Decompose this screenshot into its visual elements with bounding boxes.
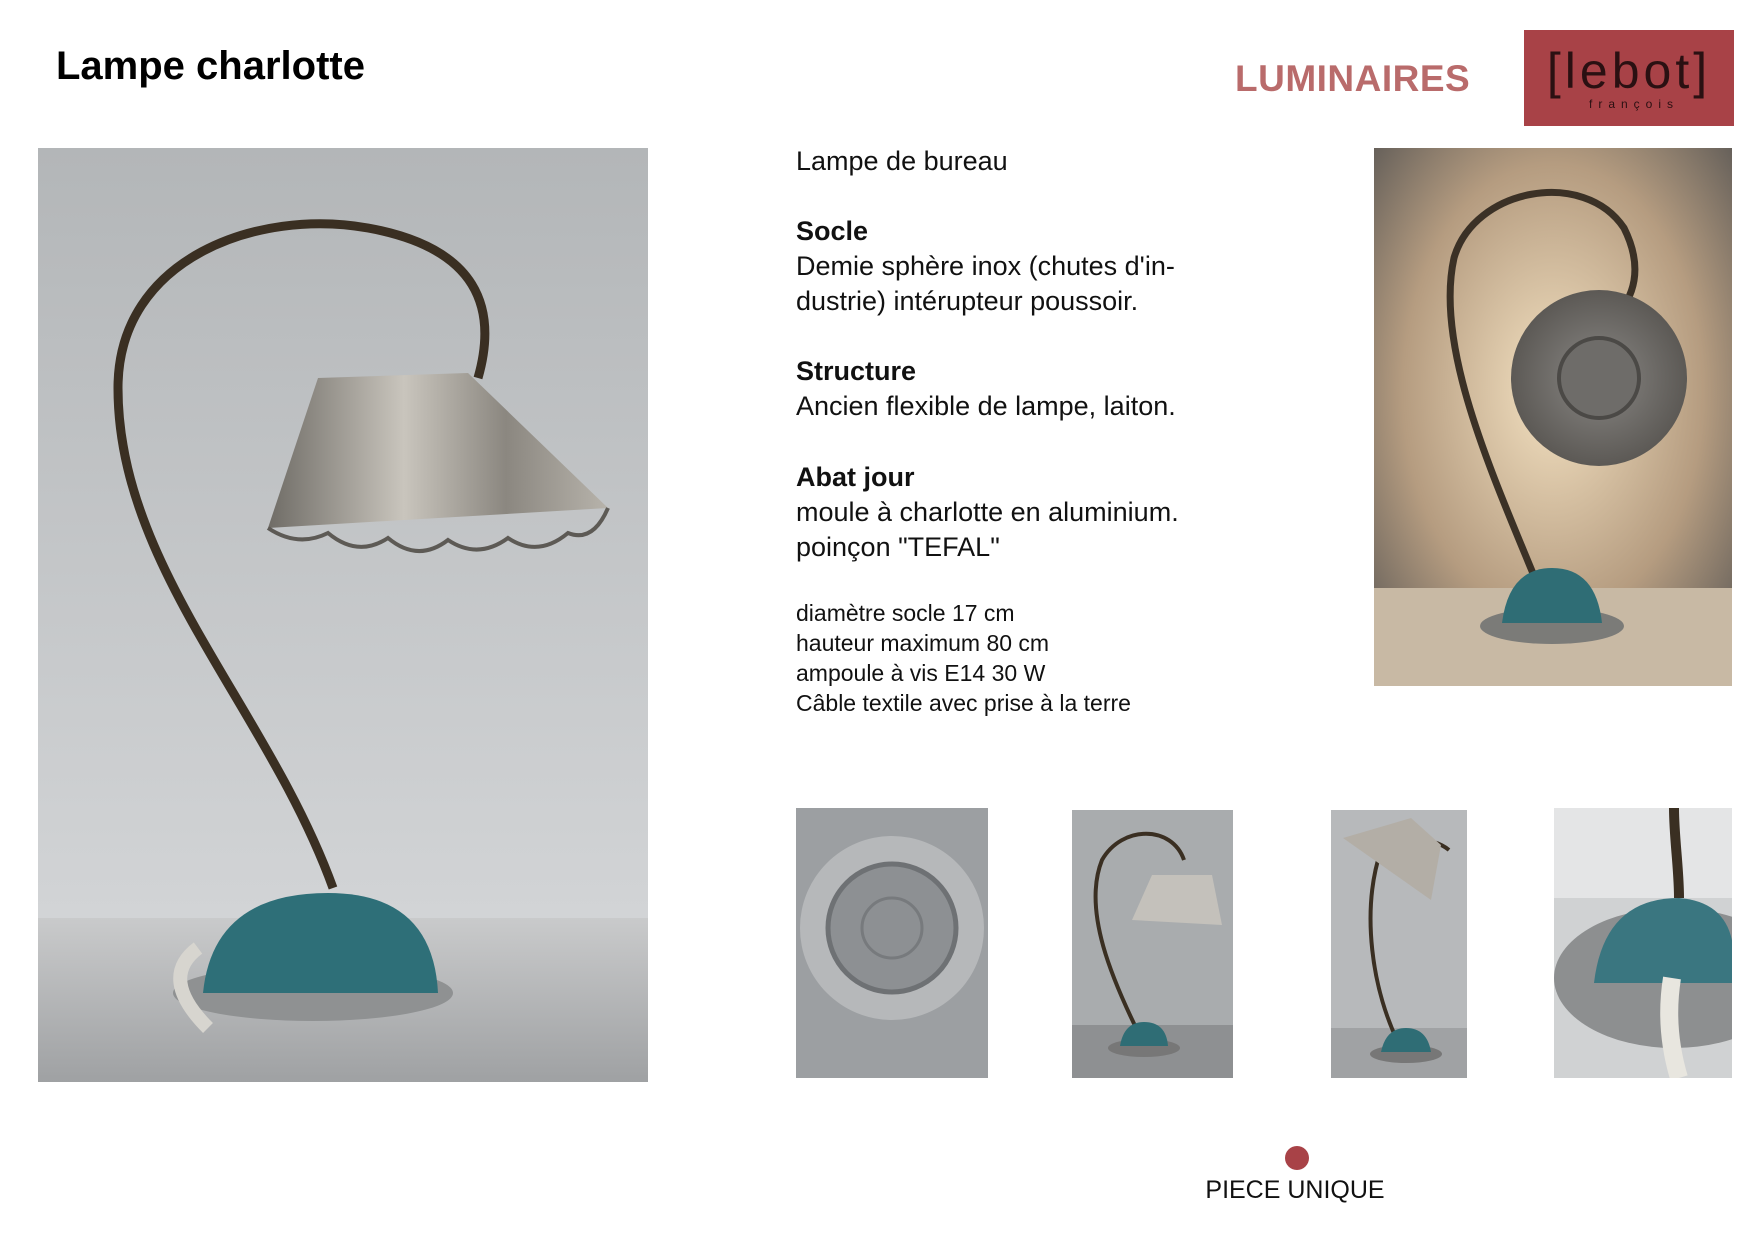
section-line: Demie sphère inox (chutes d'in- bbox=[796, 251, 1175, 281]
svg-text:françois: françois bbox=[1588, 97, 1680, 111]
lit-lamp-photo bbox=[1374, 148, 1732, 686]
description-intro: Lampe de bureau bbox=[796, 146, 1008, 176]
lamp-tilted-photo bbox=[1331, 810, 1467, 1078]
section-heading: Socle bbox=[796, 216, 869, 246]
spec-line: ampoule à vis E14 30 W bbox=[796, 660, 1046, 686]
section-line: moule à charlotte en aluminium. bbox=[796, 497, 1179, 527]
section-line: dustrie) intérupteur poussoir. bbox=[796, 286, 1139, 316]
lamp-side-photo bbox=[1072, 810, 1233, 1078]
section-line: Ancien flexible de lampe, laiton. bbox=[796, 391, 1176, 421]
unique-badge-label: PIECE UNIQUE bbox=[1205, 1176, 1385, 1204]
section-line: poinçon "TEFAL" bbox=[796, 532, 1000, 562]
brand-logo bbox=[1524, 30, 1734, 126]
structure-section bbox=[796, 354, 1176, 424]
section-heading: Abat jour bbox=[796, 462, 915, 492]
page-title: Lampe charlotte bbox=[56, 44, 365, 88]
socle-section bbox=[796, 214, 1175, 319]
specs-list bbox=[796, 598, 1131, 718]
unique-badge-dot bbox=[1285, 1146, 1309, 1170]
abat-jour-section bbox=[796, 460, 1179, 565]
spec-line: Câble textile avec prise à la terre bbox=[796, 690, 1131, 716]
section-heading: Structure bbox=[796, 356, 917, 386]
spec-line: diamètre socle 17 cm bbox=[796, 600, 1015, 626]
category-label: LUMINAIRES bbox=[1235, 58, 1471, 99]
spec-line: hauteur maximum 80 cm bbox=[796, 630, 1050, 656]
svg-text:[lebot]: [lebot] bbox=[1546, 43, 1712, 99]
base-detail-photo bbox=[1554, 808, 1732, 1078]
main-lamp-photo bbox=[38, 148, 648, 1082]
shade-detail-photo bbox=[796, 808, 988, 1078]
